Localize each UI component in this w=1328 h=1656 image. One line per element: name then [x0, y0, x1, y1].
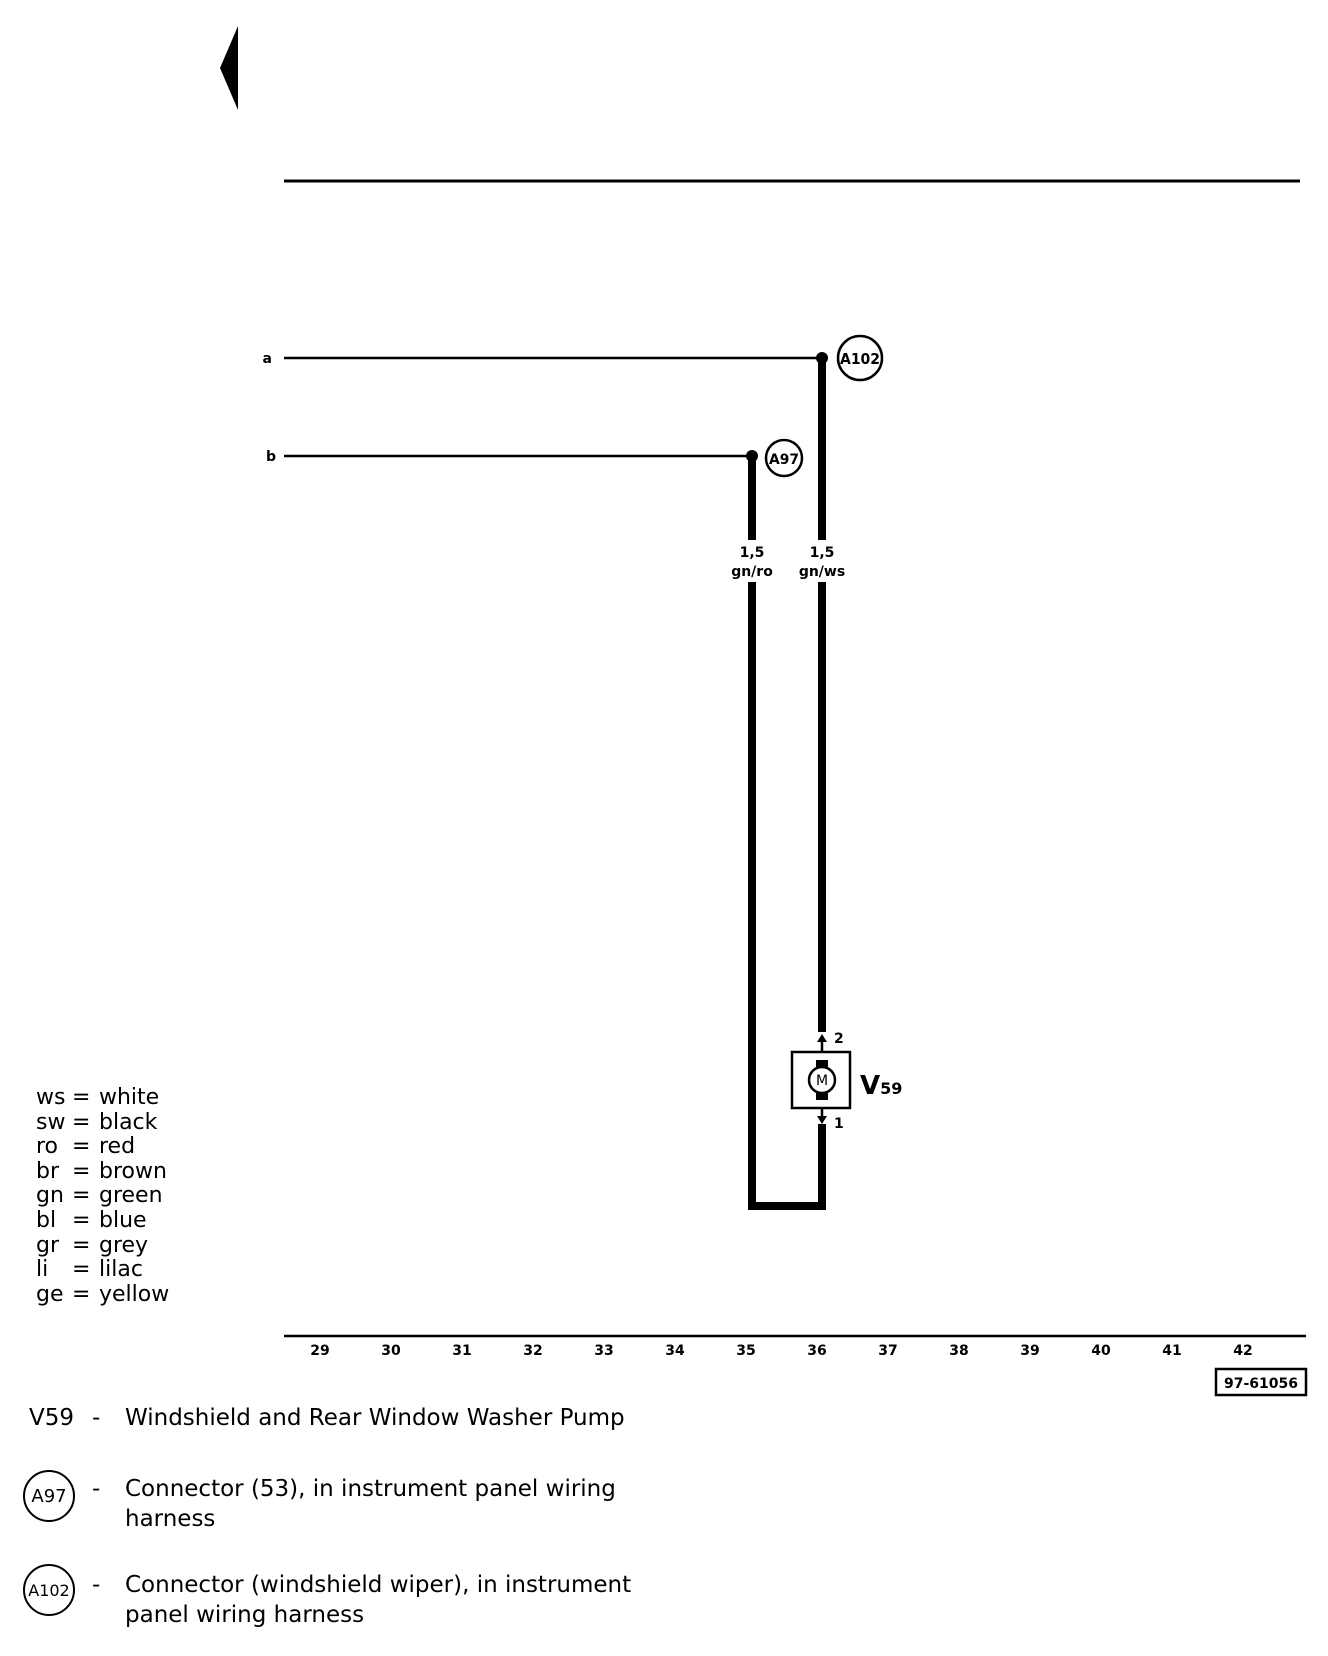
track-number-32: 32 — [523, 1343, 543, 1359]
legend-color-name: grey — [99, 1232, 149, 1258]
back-arrow-icon[interactable] — [220, 26, 238, 110]
legend-row-ro — [36, 1135, 169, 1160]
track-number-42: 42 — [1233, 1343, 1253, 1359]
wire-right-size: 1,5 — [809, 545, 835, 561]
wire-left-size: 1,5 — [739, 545, 765, 561]
legend-code: br — [36, 1158, 60, 1184]
legend-equals: = — [72, 1109, 91, 1135]
wire-a-label: a — [262, 351, 272, 367]
connector-a102-legend-icon: A102 — [23, 1564, 75, 1616]
connector-a97-legend-icon: A97 — [23, 1470, 75, 1522]
legend-color-name: yellow — [99, 1281, 170, 1307]
track-number-31: 31 — [452, 1343, 472, 1359]
legend-row-sw — [36, 1111, 169, 1136]
legend-row-ws — [36, 1086, 169, 1111]
legend-equals: = — [72, 1183, 91, 1209]
pin-2-label: 2 — [834, 1031, 844, 1047]
legend-row-br — [36, 1160, 169, 1185]
legend-equals: = — [72, 1134, 91, 1160]
track-number-29: 29 — [310, 1343, 330, 1359]
component-designator: V59 — [860, 1071, 903, 1101]
legend-code: bl — [36, 1207, 57, 1233]
legend-color-name: white — [99, 1085, 160, 1110]
track-number-40: 40 — [1091, 1343, 1111, 1359]
legend-code: gn — [36, 1183, 64, 1209]
track-number-34: 34 — [665, 1343, 685, 1359]
legend-code: li — [36, 1257, 49, 1283]
legend-color-name: lilac — [99, 1257, 143, 1283]
wire-right-color: gn/ws — [798, 564, 846, 580]
track-number-36: 36 — [807, 1343, 827, 1359]
track-number-30: 30 — [381, 1343, 401, 1359]
legend-color-name: green — [99, 1183, 163, 1209]
legend-equals: = — [72, 1257, 91, 1283]
legend-code: ro — [36, 1134, 59, 1160]
pin-1-arrow-icon — [817, 1116, 827, 1124]
pump-v59[interactable] — [792, 1031, 902, 1132]
wire-color-legend — [36, 1086, 169, 1307]
legend-code: ws — [36, 1085, 66, 1110]
motor-symbol: M — [815, 1073, 829, 1089]
legend-row-bl — [36, 1209, 169, 1234]
legend-color-name: black — [99, 1109, 158, 1135]
connector-a97-label: A97 — [769, 452, 799, 468]
component-desc-v59: - Windshield and Rear Window Washer Pump — [92, 1405, 625, 1431]
legend-equals: = — [72, 1232, 91, 1258]
track-number-37: 37 — [878, 1343, 898, 1359]
track-number-33: 33 — [594, 1343, 614, 1359]
wire-b-label: b — [265, 449, 276, 465]
legend-row-gn — [36, 1184, 169, 1209]
legend-row-gr — [36, 1234, 169, 1259]
legend-equals: = — [72, 1207, 91, 1233]
current-track-numbers — [310, 1343, 1252, 1359]
component-desc-a102: - Connector (windshield wiper), in instrument panel wiring harness — [92, 1572, 632, 1628]
track-number-41: 41 — [1162, 1343, 1182, 1359]
legend-row-ge — [36, 1283, 169, 1308]
legend-code: gr — [36, 1232, 60, 1258]
diagram-number: 97-61056 — [1224, 1376, 1298, 1392]
legend-code: sw — [36, 1109, 66, 1135]
legend-color-name: red — [99, 1134, 136, 1160]
wire-left-color: gn/ro — [731, 564, 773, 580]
legend-equals: = — [72, 1281, 91, 1307]
component-id-v59: V59 — [29, 1405, 75, 1431]
legend-code: ge — [36, 1281, 64, 1307]
legend-row-li — [36, 1258, 169, 1283]
track-number-38: 38 — [949, 1343, 969, 1359]
legend-color-name: brown — [99, 1158, 167, 1184]
pin-1-label: 1 — [834, 1116, 844, 1132]
track-number-35: 35 — [736, 1343, 756, 1359]
component-desc-a97: - Connector (53), in instrument panel wiring harness — [92, 1476, 616, 1532]
connector-a102-label: A102 — [840, 350, 880, 368]
legend-equals: = — [72, 1085, 91, 1110]
track-number-39: 39 — [1020, 1343, 1040, 1359]
legend-color-name: blue — [99, 1207, 147, 1233]
legend-equals: = — [72, 1158, 91, 1184]
